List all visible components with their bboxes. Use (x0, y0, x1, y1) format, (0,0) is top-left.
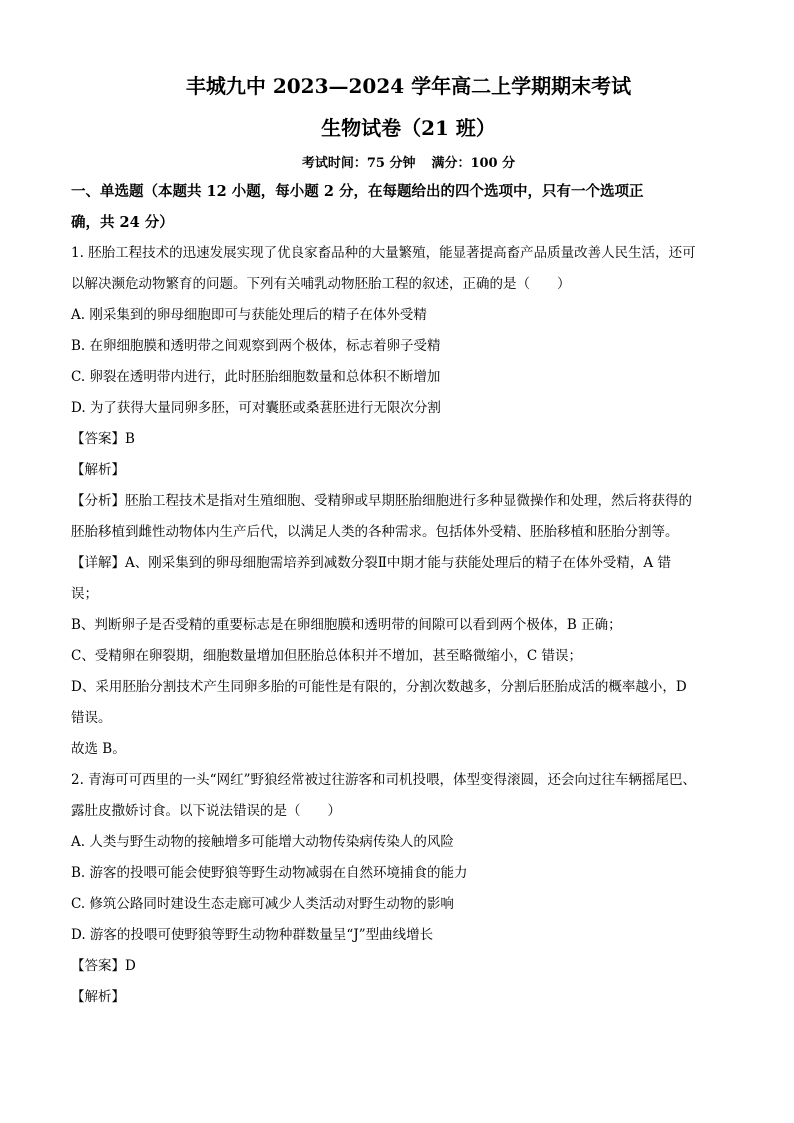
analysis-label: 【解析】 (71, 462, 125, 478)
question-stem-line: 1. 胚胎工程技术的迅速发展实现了优良家畜品种的大量繁殖，能显著提高畜产品质量改善人民生活，还可 (71, 245, 696, 261)
option-a: A. 人类与野生动物的接触增多可能增大动物传染病传染人的风险 (71, 834, 454, 850)
exam-meta (71, 154, 746, 174)
analysis-fenxi-line: 【分析】胚胎工程技术是指对生殖细胞、受精卵或早期胚胎细胞进行多种显微操作和处理，然后将获得的 (71, 493, 692, 509)
question-1 (71, 238, 746, 765)
analysis-detail-line: 误； (71, 586, 98, 602)
option-a: A. 刚采集到的卵母细胞即可与获能处理后的精子在体外受精 (71, 307, 427, 323)
question-stem-line: 露肚皮撒娇讨食。以下说法错误的是（ ） (71, 803, 341, 819)
section-heading-line: 确，共 24 分） (71, 214, 174, 231)
analysis-detail-line: 错误。 (71, 710, 112, 726)
option-d: D. 为了获得大量同卵多胚，可对囊胚或桑葚胚进行无限次分割 (71, 400, 441, 416)
analysis-detail-line: B、判断卵子是否受精的重要标志是在卵细胞膜和透明带的间隙可以看到两个极体，B 正确； (71, 617, 622, 633)
analysis-detail-line: C、受精卵在卵裂期，细胞数量增加但胚胎总体积并不增加，甚至略微缩小，C 错误； (71, 648, 582, 664)
question-2 (71, 765, 746, 1013)
question-stem-line: 以解决濒危动物繁育的问题。下列有关哺乳动物胚胎工程的叙述，正确的是（ ） (71, 276, 571, 292)
exam-subtitle: 生物试卷（21 班） (321, 116, 496, 140)
exam-title: 丰城九中 2023—2024 学年高二上学期期末考试 (185, 74, 632, 98)
analysis-label: 【解析】 (71, 989, 125, 1005)
option-b: B. 在卵细胞膜和透明带之间观察到两个极体，标志着卵子受精 (71, 338, 441, 354)
conclusion-line: 故选 B。 (71, 741, 126, 757)
section-heading-line: 一、单选题（本题共 12 小题，每小题 2 分，在每题给出的四个选项中，只有一个选项正 (71, 183, 644, 200)
answer-label: 【答案】D (71, 958, 136, 974)
analysis-detail-line: D、采用胚胎分割技术产生同卵多胎的可能性是有限的，分割次数越多，分割后胚胎成活的概率越小，D (71, 679, 687, 695)
exam-time: 考试时间：75 分钟 (301, 156, 416, 171)
option-c: C. 修筑公路同时建设生态走廊可减少人类活动对野生动物的影响 (71, 896, 454, 912)
question-stem-line: 2. 青海可可西里的一头“网红”野狼经常被过往游客和司机投喂，体型变得滚圆，还会向过往车辆摇尾巴、 (71, 772, 696, 788)
analysis-fenxi-line: 胚胎移植到雌性动物体内生产后代，以满足人类的各种需求。包括体外受精、胚胎移植和胚胎分割等。 (71, 524, 679, 540)
section-heading (71, 176, 746, 238)
option-c: C. 卵裂在透明带内进行，此时胚胎细胞数量和总体积不断增加 (71, 369, 441, 385)
option-b: B. 游客的投喂可能会使野狼等野生动物减弱在自然环境捕食的能力 (71, 865, 468, 881)
answer-label: 【答案】B (71, 431, 135, 447)
exam-score: 满分：100 分 (431, 156, 516, 171)
analysis-detail-line: 【详解】A、刚采集到的卵母细胞需培养到减数分裂Ⅱ中期才能与获能处理后的精子在体外受精，A 错 (71, 555, 671, 571)
option-d: D. 游客的投喂可使野狼等野生动物种群数量呈“J”型曲线增长 (71, 927, 434, 943)
